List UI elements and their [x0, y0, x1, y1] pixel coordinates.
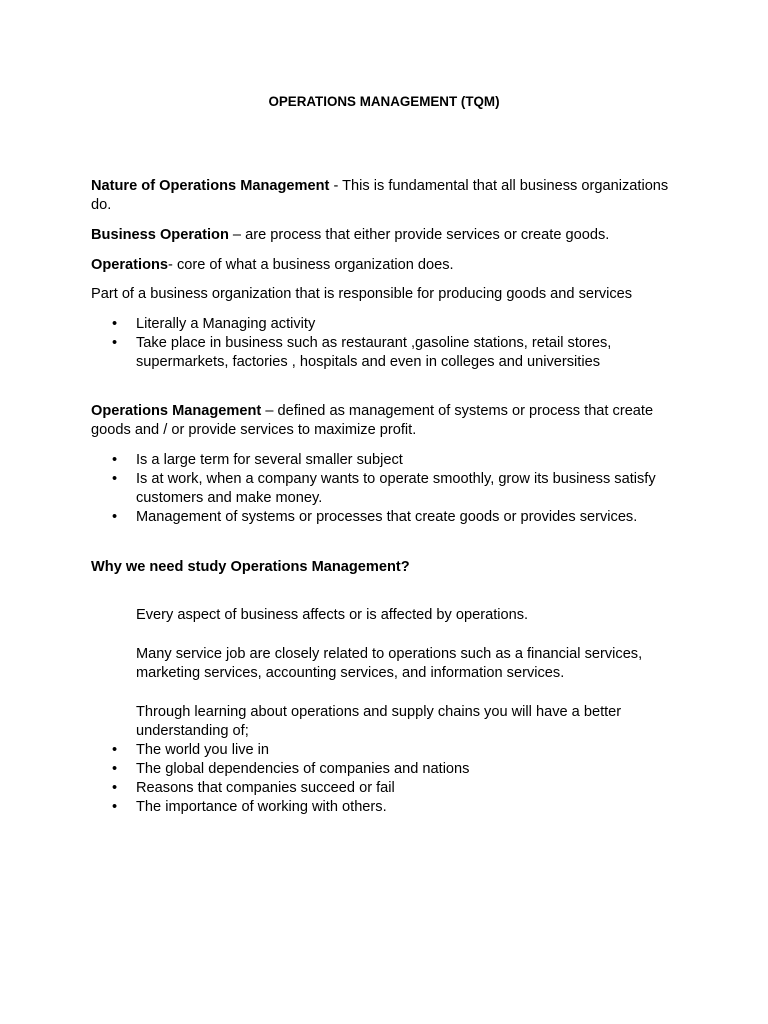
bullet-list-2	[91, 451, 691, 527]
why-text: Through learning about operations and supply chains you will have a better understanding of;	[136, 704, 622, 739]
list-item: • Management of systems or processes that create goods or provides services.	[91, 508, 691, 527]
why-paragraph-1	[136, 606, 696, 625]
list-item: • The world you live in	[91, 741, 651, 760]
operations-management-term: Operations Management	[91, 403, 262, 419]
why-heading: Why we need study Operations Management?	[91, 559, 410, 575]
list-item: • Literally a Managing activity	[91, 315, 651, 334]
business-operation-paragraph	[91, 226, 691, 245]
nature-term: Nature of Operations Management	[91, 178, 330, 194]
nature-paragraph	[91, 177, 691, 215]
operations-management-text: – defined as management of systems or process that create goods and / or provide services to maximize profit.	[91, 403, 654, 438]
operations-paragraph	[91, 256, 691, 275]
why-text: Many service job are closely related to operations such as a financial services, marketing services, accounting services, and information services.	[136, 646, 643, 681]
operations-term: Operations	[91, 257, 169, 273]
business-operation-term: Business Operation	[91, 227, 229, 243]
why-heading-paragraph	[91, 558, 691, 577]
part-paragraph	[91, 285, 691, 304]
list-item: • Is a large term for several smaller subject	[91, 451, 691, 470]
list-item: • The importance of working with others.	[91, 798, 651, 817]
document-title: OPERATIONS MANAGEMENT (TQM)	[268, 94, 500, 109]
bullet-list-1	[91, 315, 651, 372]
list-item: • Reasons that companies succeed or fail	[91, 779, 651, 798]
operations-text: - core of what a business organization does.	[168, 257, 454, 273]
why-paragraph-2	[136, 645, 696, 683]
nature-text: - This is fundamental that all business organizations do.	[91, 178, 669, 213]
business-operation-text: – are process that either provide services or create goods.	[228, 227, 610, 243]
why-paragraph-3	[136, 703, 696, 741]
bullet-list-3	[91, 741, 651, 817]
why-text: Every aspect of business affects or is affected by operations.	[136, 607, 529, 623]
part-text: Part of a business organization that is responsible for producing goods and services	[91, 286, 633, 302]
list-item: • The global dependencies of companies and nations	[91, 760, 651, 779]
operations-management-paragraph	[91, 402, 691, 440]
list-item: • Take place in business such as restaurant ,gasoline stations, retail stores, supermarkets, factories , hospitals and even in colleges and universities	[91, 334, 651, 372]
list-item: • Is at work, when a company wants to operate smoothly, grow its business satisfy customers and make money.	[91, 470, 691, 508]
